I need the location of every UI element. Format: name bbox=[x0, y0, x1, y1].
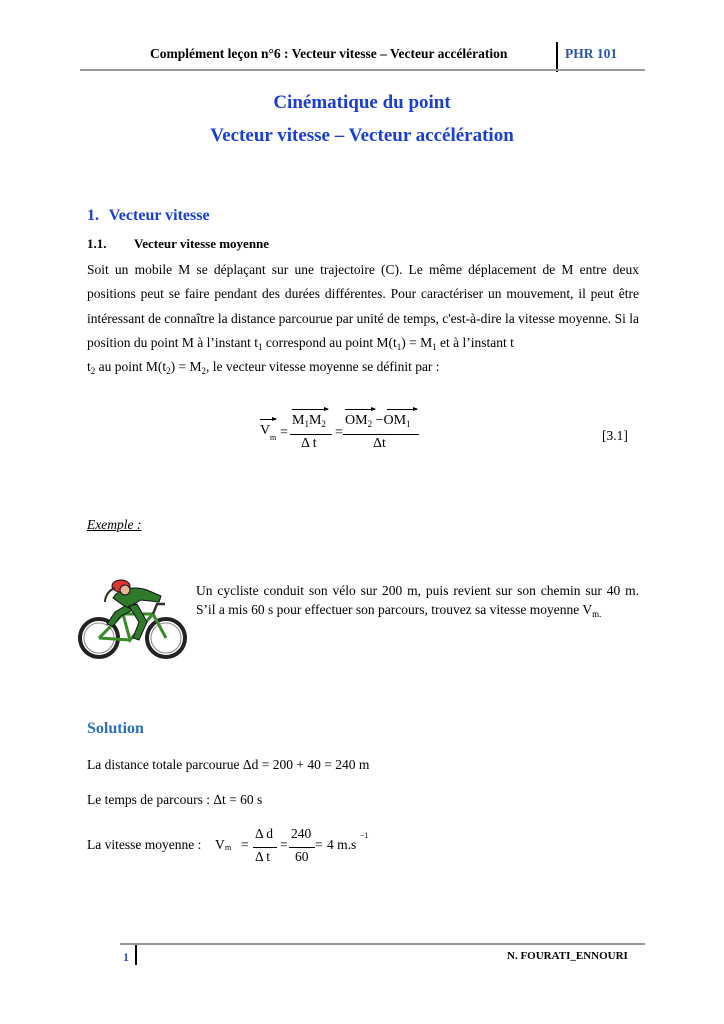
subsection-number: 1.1. bbox=[87, 236, 107, 251]
equation-mean-velocity: V m = $M_1M_2$ Δ t = $OM_2 -OM_1$ Δt bbox=[255, 405, 435, 455]
footer-rule bbox=[120, 943, 645, 945]
course-code: PHR 101 bbox=[565, 46, 618, 61]
footer-author: N. FOURATI_ENNOURI bbox=[507, 950, 628, 962]
page-number: 1 bbox=[123, 950, 129, 964]
page-title: Cinématique du point bbox=[273, 92, 451, 113]
solution-line-distance: La distance totale parcourue Δd = 200 + 40 = 240 m bbox=[87, 757, 370, 772]
header-divider bbox=[556, 42, 558, 72]
header-title: Complément leçon n°6 : Vecteur vitesse – Vecteur accélération bbox=[150, 46, 508, 61]
example-text: Un cycliste conduit son vélo sur 200 m, puis revient sur son chemin sur 40 m. S’il a mis 60 s pour effectuer son parcours, trouvez sa vitesse moyenne $V_{m.}$ bbox=[196, 583, 639, 619]
page-subtitle: Vecteur vitesse – Vecteur accélération bbox=[210, 125, 514, 146]
footer-divider bbox=[135, 945, 137, 965]
example-label: Exemple : bbox=[87, 517, 142, 532]
subsection-heading bbox=[87, 236, 269, 252]
section-heading bbox=[87, 207, 210, 225]
section-number: 1. bbox=[87, 207, 99, 224]
section-title: Vecteur vitesse bbox=[108, 207, 210, 224]
solution-heading: Solution bbox=[87, 720, 144, 737]
solution-line-time: Le temps de parcours : Δt = 60 s bbox=[87, 792, 263, 807]
solution-line-velocity: La vitesse moyenne : V m = Δ d Δ t = 240 60 = 4 m.s −1 bbox=[87, 826, 369, 864]
body-paragraph-end: $t_2$ au point $M(t_2) = M_2$, le vecteur vitesse moyenne se définit par : bbox=[87, 359, 440, 376]
equation-number: [3.1] bbox=[602, 428, 628, 443]
header-rule bbox=[80, 69, 645, 71]
cyclist-illustration bbox=[75, 566, 190, 666]
body-paragraph: Soit un mobile M se déplaçant sur une trajectoire (C). Le même déplacement de M entre deux positions peut se faire pendant des durées différentes. Pour caractériser un mouvement, il peut être intéressant de connaître la distance parcourue par unité de temps, c'est-à-dire la vitesse moyenne. Si la position du point M à l’instant $t_1$ correspond au point $M(t_1) = M_1$ et à l’instant t bbox=[87, 262, 639, 353]
subsection-title: Vecteur vitesse moyenne bbox=[134, 236, 270, 251]
